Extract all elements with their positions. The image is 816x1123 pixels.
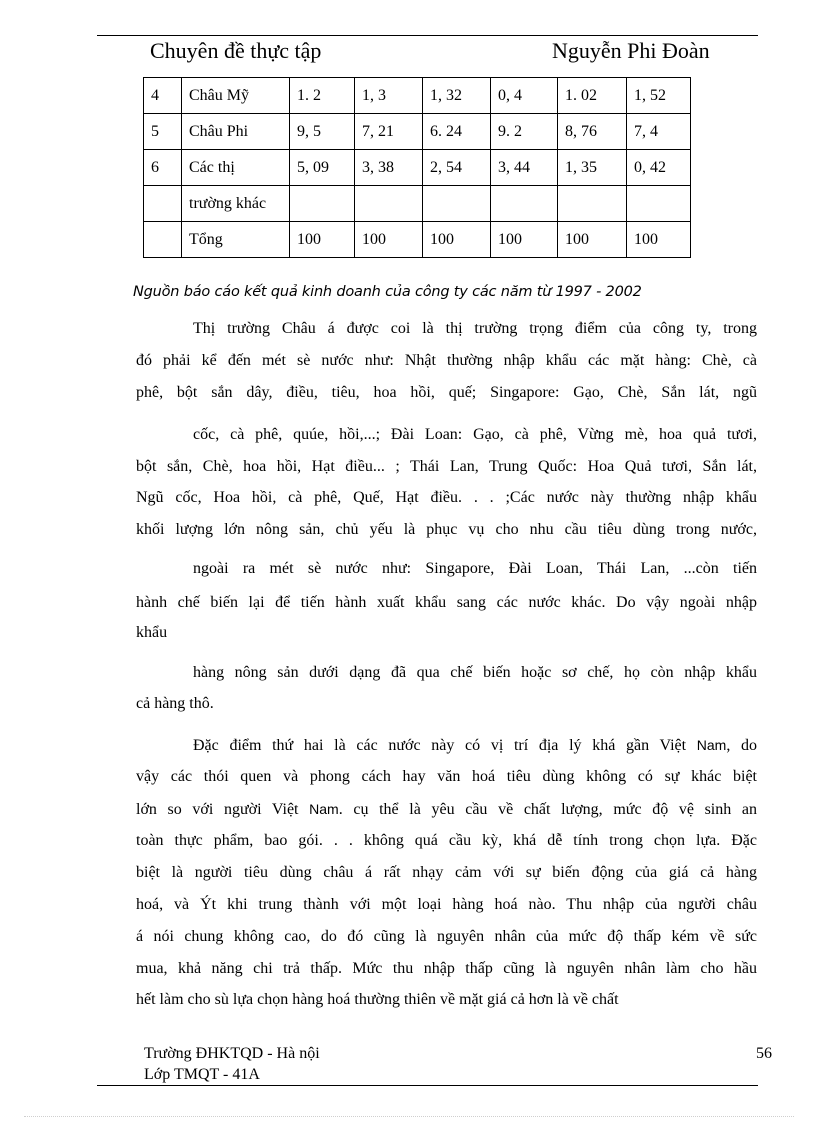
footer-school: Trường ĐHKTQD - Hà nội bbox=[144, 1045, 320, 1062]
table-cell bbox=[558, 186, 627, 222]
table-cell: 3, 38 bbox=[355, 150, 423, 186]
table-cell: Tổng bbox=[182, 222, 290, 258]
table-cell: 2, 54 bbox=[423, 150, 491, 186]
table-cell: 7, 4 bbox=[627, 114, 691, 150]
footer-class: Lớp TMQT - 41A bbox=[144, 1066, 260, 1083]
paragraph-line: Đặc điểm thứ hai là các nước này có vị trí địa lý khá gần Việt Nam, do bbox=[193, 737, 758, 754]
paragraph-line: đó phải kể đến mét sè nước như: Nhật thường nhập khẩu các mặt hàng: Chè, cà bbox=[136, 352, 757, 369]
table-cell: Châu Phi bbox=[182, 114, 290, 150]
paragraph-line: toàn thực phẩm, bao gói. . . không quá cầu kỳ, khá dễ tính trong chọn lựa. Đặc bbox=[136, 832, 757, 849]
paragraph-line: hoá, và Ýt khi trung thành với một loại hàng hoá nào. Thu nhập của người châu bbox=[136, 896, 757, 913]
table-cell: 100 bbox=[558, 222, 627, 258]
header-title: Chuyên đề thực tập bbox=[150, 38, 322, 63]
table-cell: 1, 3 bbox=[355, 78, 423, 114]
paragraph-line: á nói chung không cao, do đó cũng là nguyên nhân của mức độ thấp kém về sức bbox=[136, 928, 757, 945]
table-cell: 0, 4 bbox=[491, 78, 558, 114]
table-cell: 6 bbox=[144, 150, 182, 186]
paragraph-line: cả hàng thô. bbox=[136, 695, 214, 712]
header-rule bbox=[97, 35, 758, 36]
paragraph-line: biệt là người tiêu dùng châu á rất nhạy cảm với sự biến động của giá cả hàng bbox=[136, 864, 757, 881]
paragraph-line: khối lượng lớn nông sản, chủ yếu là phục vụ cho nhu cầu tiêu dùng trong nước, bbox=[136, 521, 757, 538]
paragraph-line: hết làm cho sù lựa chọn hàng hoá thường thiên về mặt giá cả hơn là về chất bbox=[136, 991, 619, 1008]
paragraph-line: ngoài ra mét sè nước như: Singapore, Đài Loan, Thái Lan, ...còn tiến bbox=[193, 560, 757, 577]
table-source-caption: Nguồn báo cáo kết quả kinh doanh của công ty các năm từ 1997 - 2002 bbox=[133, 284, 642, 300]
table-cell: 7, 21 bbox=[355, 114, 423, 150]
table-cell: Châu Mỹ bbox=[182, 78, 290, 114]
table-row bbox=[144, 186, 691, 222]
table-cell bbox=[144, 186, 182, 222]
header-author: Nguyễn Phi Đoàn bbox=[552, 38, 710, 63]
table-cell bbox=[423, 186, 491, 222]
table-cell: 5, 09 bbox=[290, 150, 355, 186]
paragraph-line: hành chế biến lại để tiến hành xuất khẩu sang các nước khác. Do vậy ngoài nhập bbox=[136, 594, 757, 611]
table-cell: 4 bbox=[144, 78, 182, 114]
table-cell: 100 bbox=[627, 222, 691, 258]
table-cell: 1, 52 bbox=[627, 78, 691, 114]
paragraph-line: Ngũ cốc, Hoa hồi, cà phê, Quế, Hạt điều. . . ;Các nước này thường nhập khẩu bbox=[136, 489, 757, 506]
table-cell: 100 bbox=[290, 222, 355, 258]
table-cell bbox=[290, 186, 355, 222]
table-cell: trường khác bbox=[182, 186, 290, 222]
footer-rule bbox=[97, 1085, 758, 1086]
table-cell: 5 bbox=[144, 114, 182, 150]
table-cell: 6. 24 bbox=[423, 114, 491, 150]
table-cell: 0, 42 bbox=[627, 150, 691, 186]
table-cell: 100 bbox=[491, 222, 558, 258]
paragraph-line: vậy các thói quen và phong cách hay văn hoá tiêu dùng không có sự khác biệt bbox=[136, 768, 757, 785]
table-cell: 1, 35 bbox=[558, 150, 627, 186]
paragraph-line: khẩu bbox=[136, 624, 168, 641]
paragraph-line: lớn so với người Việt Nam. cụ thể là yêu cầu về chất lượng, mức độ vệ sinh an bbox=[136, 801, 757, 818]
market-share-table bbox=[143, 77, 691, 258]
table-cell bbox=[144, 222, 182, 258]
table-cell: 9. 2 bbox=[491, 114, 558, 150]
table-cell: 100 bbox=[355, 222, 423, 258]
table-row bbox=[144, 114, 691, 150]
table-cell bbox=[355, 186, 423, 222]
paragraph-line: cốc, cà phê, quúe, hồi,...; Đài Loan: Gạo, cà phê, Vừng mè, hoa quả tươi, bbox=[193, 426, 757, 443]
table-row bbox=[144, 78, 691, 114]
table-cell bbox=[491, 186, 558, 222]
paragraph-line: Thị trường Châu á được coi là thị trường trọng điểm của công ty, trong bbox=[193, 320, 757, 337]
table-cell: 1. 02 bbox=[558, 78, 627, 114]
table-row bbox=[144, 222, 691, 258]
paragraph-line: phê, bột sắn dây, điều, tiêu, hoa hồi, quế; Singapore: Gạo, Chè, Sắn lát, ngũ bbox=[136, 384, 757, 401]
paragraph-line: bột sắn, Chè, hoa hồi, Hạt điều... ; Thái Lan, Trung Quốc: Hoa Quả tươi, Sắn lát, bbox=[136, 458, 757, 475]
table-row bbox=[144, 150, 691, 186]
paragraph-line: hàng nông sản dưới dạng đã qua chế biến hoặc sơ chế, họ còn nhập khẩu bbox=[193, 664, 757, 681]
table-cell: 1. 2 bbox=[290, 78, 355, 114]
table-cell: 100 bbox=[423, 222, 491, 258]
page-bottom-dotted-border bbox=[24, 1116, 794, 1117]
paragraph-line: mua, khả năng chi trả thấp. Mức thu nhập thấp cũng là nguyên nhân làm cho hầu bbox=[136, 960, 757, 977]
table-cell: 1, 32 bbox=[423, 78, 491, 114]
table-cell bbox=[627, 186, 691, 222]
page-number: 56 bbox=[756, 1045, 772, 1062]
table-cell: Các thị bbox=[182, 150, 290, 186]
table-cell: 9, 5 bbox=[290, 114, 355, 150]
table-cell: 3, 44 bbox=[491, 150, 558, 186]
table-cell: 8, 76 bbox=[558, 114, 627, 150]
